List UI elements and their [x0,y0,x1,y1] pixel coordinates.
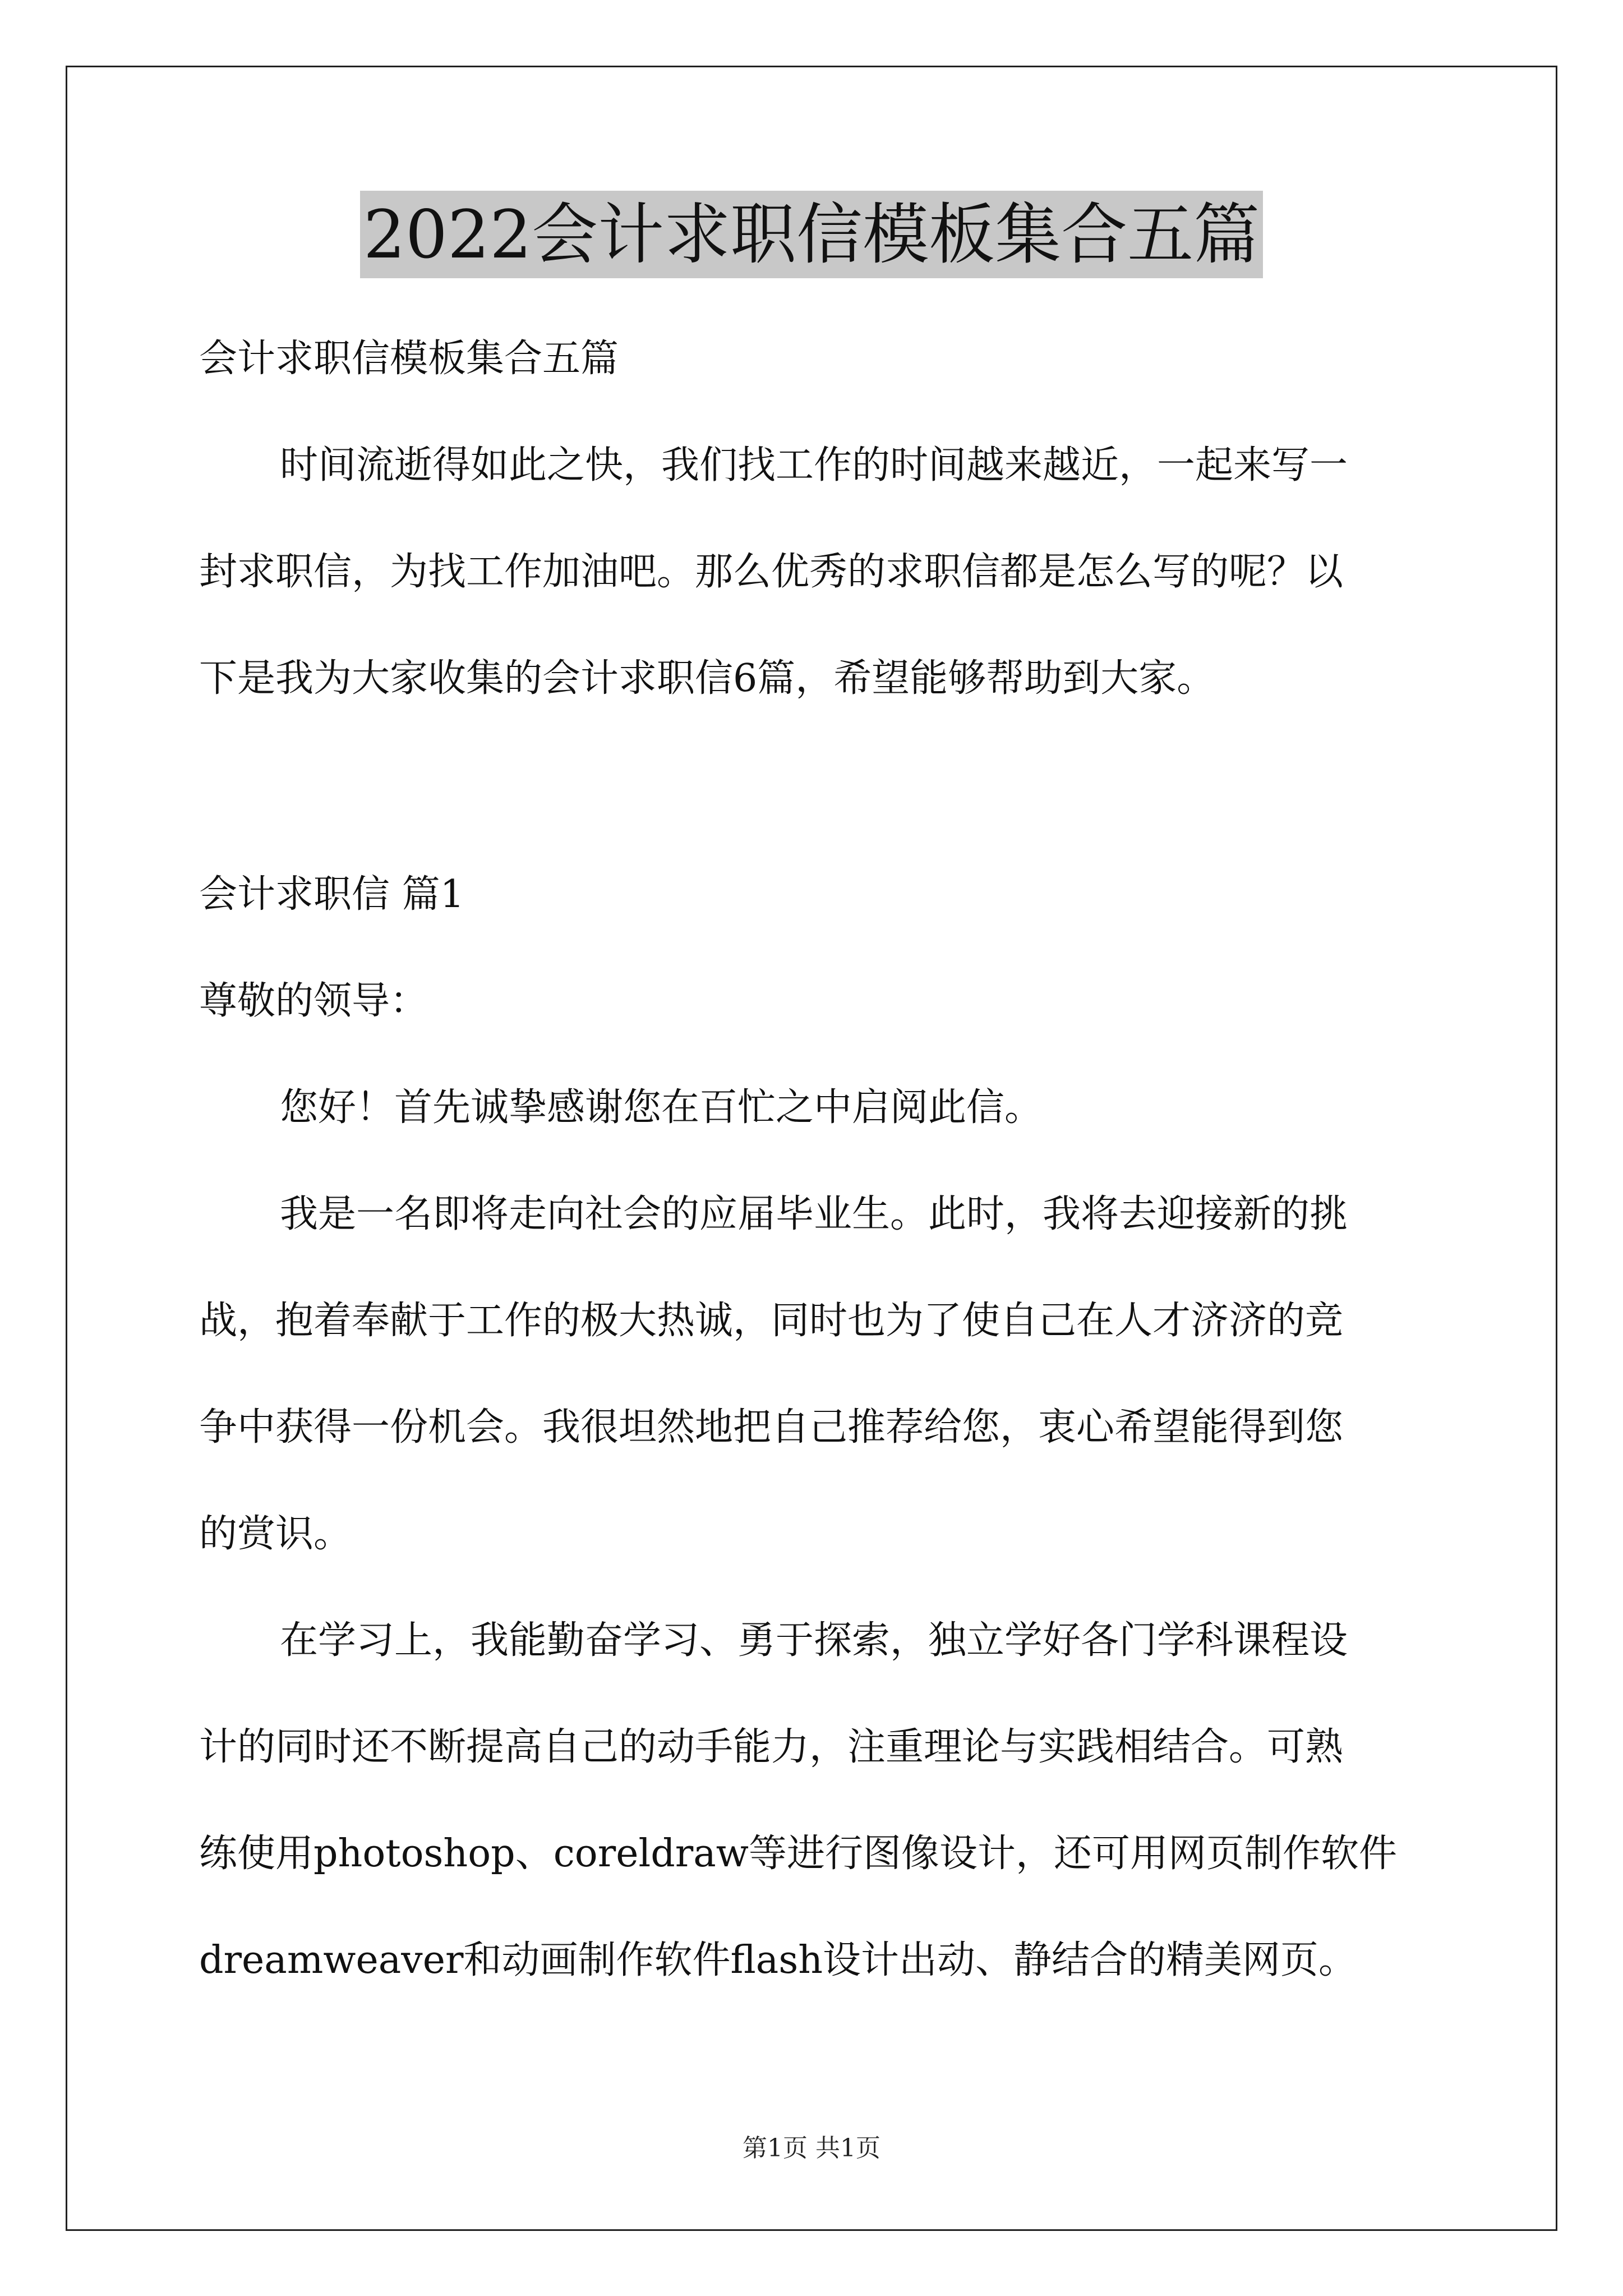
subtitle-line: 会计求职信模板集合五篇 [199,337,619,381]
page-number: 第1页 共1页 [743,2134,880,2162]
paragraph-2-line-2: 战，抱着奉献于工作的极大热诚，同时也为了使自己在人才济济的竞 [199,1299,1344,1343]
paragraph-2-line-4: 的赏识。 [199,1512,352,1556]
paragraph-2-line-1: 我是一名即将走向社会的应届毕业生。此时，我将去迎接新的挑 [280,1192,1348,1236]
paragraph-3-line-1: 在学习上，我能勤奋学习、勇于探索，独立学好各门学科课程设 [280,1618,1348,1663]
paragraph-3-line-3: 练使用photoshop、coreldraw等进行图像设计，还可用网页制作软件 [199,1832,1397,1876]
greeting-line: 您好！首先诚挚感谢您在百忙之中启阅此信。 [280,1085,1043,1130]
paragraph-3-line-4: dreamweaver和动画制作软件flash设计出动、静结合的精美网页。 [199,1938,1357,1982]
paragraph-3-line-2: 计的同时还不断提高自己的动手能力，注重理论与实践相结合。可熟 [199,1725,1344,1769]
document-title: 2022会计求职信模板集合五篇 [360,191,1263,278]
title-container [0,191,1623,278]
page-footer [0,2132,1623,2165]
salutation-line: 尊敬的领导： [199,979,428,1023]
section-heading: 会计求职信 篇1 [199,872,464,917]
blank-gap [199,732,1433,841]
document-body [199,306,1433,2014]
intro-line-1: 时间流逝得如此之快，我们找工作的时间越来越近，一起来写一 [280,443,1348,487]
paragraph-2-line-3: 争中获得一份机会。我很坦然地把自己推荐给您，衷心希望能得到您 [199,1405,1344,1450]
intro-line-2: 封求职信，为找工作加油吧。那么优秀的求职信都是怎么写的呢？以 [199,550,1344,594]
intro-line-3: 下是我为大家收集的会计求职信6篇，希望能够帮助到大家。 [199,656,1215,701]
